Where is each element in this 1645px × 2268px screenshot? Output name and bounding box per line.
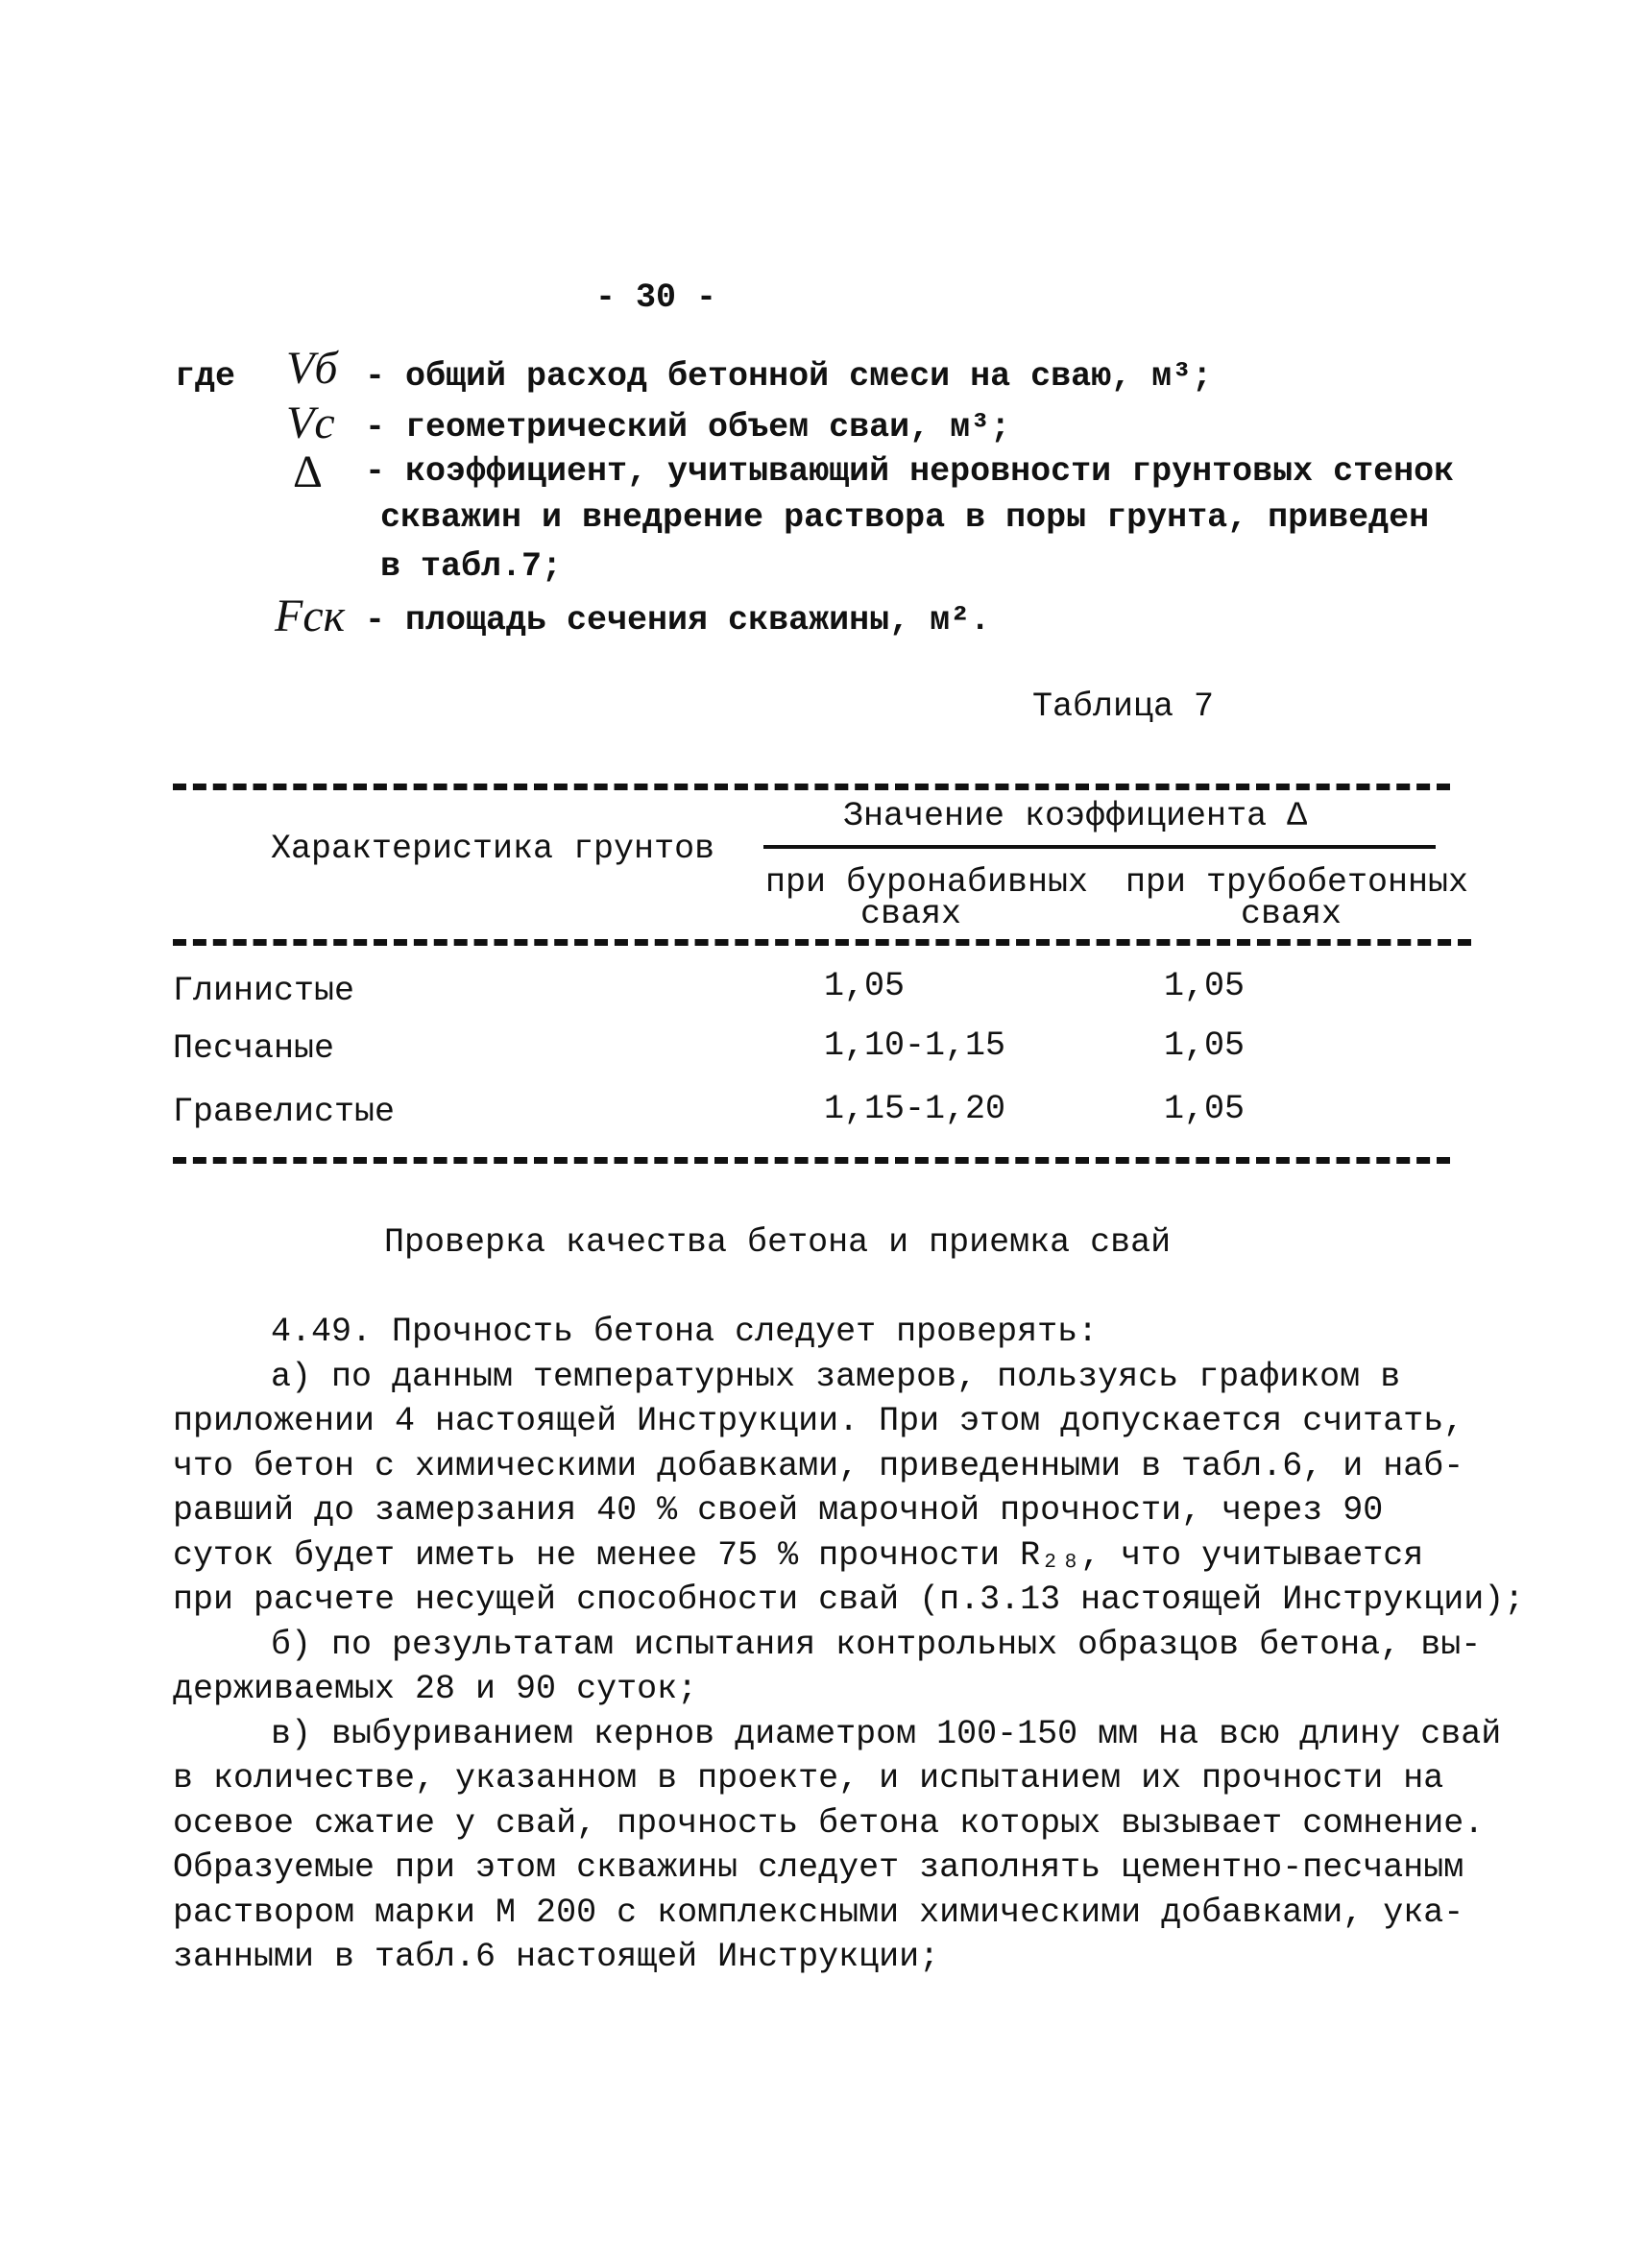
table-top-rule <box>173 784 1450 790</box>
definition-v-concrete: - общий расход бетонной смеси на сваю, м³; <box>365 357 1213 396</box>
symbol-v-concrete: Vб <box>286 343 338 394</box>
definition-f-area: - площадь сечения скважины, м². <box>365 601 991 639</box>
table-caption: Таблица 7 <box>1032 688 1215 726</box>
body-line: в) выбуриванием кернов диаметром 100-150 мм на всю длину свай <box>271 1715 1502 1753</box>
body-line: что бетон с химическими добавками, приведенными в табл.6, и наб- <box>173 1447 1464 1485</box>
table-cell-soil: Гравелистые <box>173 1093 396 1131</box>
table-cell-tube: 1,05 <box>1164 967 1246 1005</box>
page-number: - 30 - <box>595 278 717 317</box>
table-cell-tube: 1,05 <box>1164 1026 1246 1065</box>
table-head-tube-2: сваях <box>1241 895 1343 933</box>
table-head-bored: при буронабивных <box>765 863 1089 902</box>
table-bottom-rule <box>173 1157 1450 1164</box>
definition-v-geometric: - геометрический объем сваи, м³; <box>365 408 1011 446</box>
body-line: равший до замерзания 40 % своей марочной прочности, через 90 <box>173 1491 1384 1530</box>
body-line: Образуемые при этом скважины следует заполнять цементно-песчаным <box>173 1848 1464 1887</box>
body-line: 4.49. Прочность бетона следует проверять: <box>271 1313 1099 1351</box>
definition-delta-cont2: в табл.7; <box>380 547 563 586</box>
table-head-rule <box>173 939 1471 946</box>
definition-delta-cont1: скважин и внедрение раствора в поры грунта, приведен <box>380 498 1430 537</box>
body-line: при расчете несущей способности свай (п.3.13 настоящей Инструкции); <box>173 1580 1525 1619</box>
table-cell-tube: 1,05 <box>1164 1090 1246 1128</box>
table-head-tube: при трубобетонных <box>1125 863 1469 902</box>
body-line: б) по результатам испытания контрольных образцов бетона, вы- <box>271 1626 1482 1664</box>
table-cell-bored: 1,10-1,15 <box>824 1026 1006 1065</box>
body-line: занными в табл.6 настоящей Инструкции; <box>173 1938 940 1976</box>
body-line: приложении 4 настоящей Инструкции. При этом допускается считать, <box>173 1402 1464 1440</box>
section-title: Проверка качества бетона и приемка свай <box>384 1223 1172 1262</box>
definition-delta: - коэффициент, учитывающий неровности грунтовых стенок <box>365 452 1455 491</box>
body-line: раствором марки М 200 с комплексными химическими добавками, ука- <box>173 1894 1464 1932</box>
symbol-f-area: Fск <box>275 591 346 641</box>
table-group-rule <box>763 845 1436 849</box>
body-line: держиваемых 28 и 90 суток; <box>173 1670 698 1708</box>
table-cell-soil: Глинистые <box>173 972 355 1010</box>
body-line: в количестве, указанном в проекте, и испытанием их прочности на <box>173 1759 1444 1798</box>
table-cell-bored: 1,15-1,20 <box>824 1090 1006 1128</box>
table-head-group: Значение коэффициента Δ <box>843 797 1308 835</box>
table-cell-soil: Песчаные <box>173 1029 335 1068</box>
table-head-soil: Характеристика грунтов <box>271 830 715 868</box>
body-line: осевое сжатие у свай, прочность бетона которых вызывает сомнение. <box>173 1804 1485 1843</box>
table-head-bored-2: сваях <box>860 895 962 933</box>
body-line: суток будет иметь не менее 75 % прочности R₂₈, что учитывается <box>173 1536 1424 1575</box>
body-line: а) по данным температурных замеров, пользуясь графиком в <box>271 1358 1401 1396</box>
table-cell-bored: 1,05 <box>824 967 906 1005</box>
symbol-v-geometric: Vс <box>286 398 335 448</box>
definitions-intro: где <box>175 357 236 396</box>
symbol-delta: Δ <box>293 446 323 497</box>
